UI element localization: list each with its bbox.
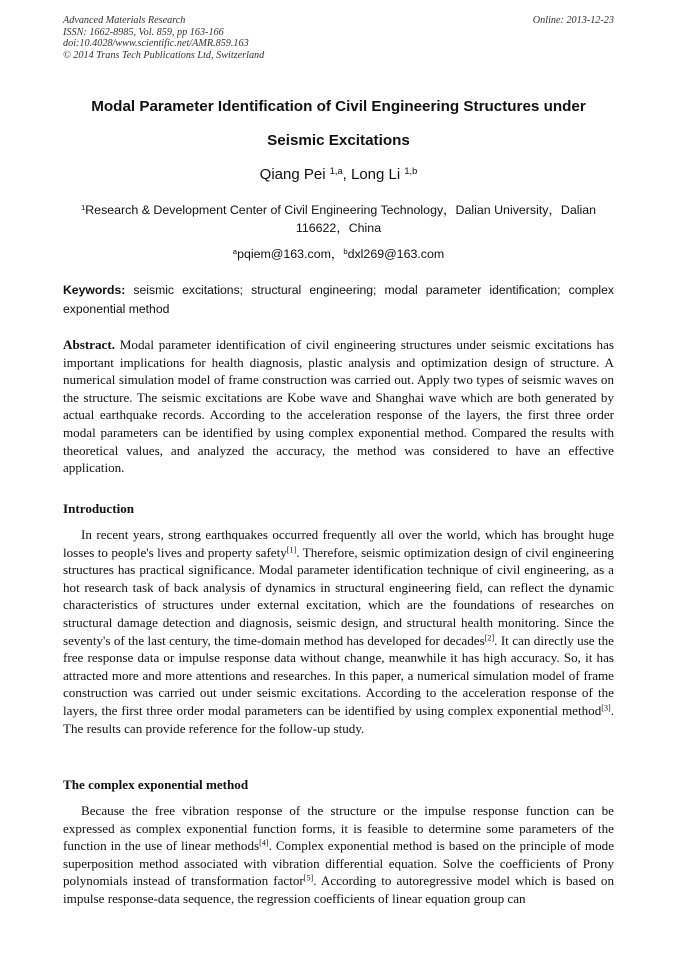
ce-text-3: . According to autoregressive model which is based on impulse response-data sequence, the regression coefficients of linear equation group can <box>63 873 614 906</box>
citation-1[interactable]: [1] <box>286 545 297 555</box>
ce-text-1: Because the free vibration response of the structure or the impulse response function can be expressed as complex exponential function forms, it is feasible to determine some parameters of the function in the use of linear methods <box>63 803 614 854</box>
keywords-text: seismic excitations; structural engineering; modal parameter identification; complex exponential method <box>63 283 614 316</box>
ce-text-2: . Complex exponential method is based on the principle of mode superposition method associated with vibration differential equation. Solve the coefficients of Prony polynomials instead of transformation factor <box>63 838 615 889</box>
intro-text-4: . The results can provide reference for the follow-up study. <box>63 702 614 736</box>
abstract-text: Modal parameter identification of civil engineering structures under seismic excitations has important implications for health diagnosis, plastic analysis and optimization design of structure. A numerical simulation model of frame construction was carried out. Apply two types of seismic waves on the structure. The seismic excitations are Kobe wave and Shanghai wave which are both generated by actual earthquake records. According to the acceleration response of the layers, the first three order modal parameters can be identified by using complex exponential method. Compared the results with theoretical values, and analyzed the accuracy, the method was considered to have an effective application. <box>63 337 614 476</box>
intro-text-1: In recent years, strong earthquakes occurred frequently all over the world, which has brought huge losses to people's lives and property safety <box>63 527 614 560</box>
intro-text-2: . Therefore, seismic optimization design of civil engineering structures has practical significance. Modal parameter identification technique of civil engineering, as a hot research task of back analysis of dynamics in structural engineering field, can reflect the dynamic characteristics of structures under external excitation, which are the foundations of researches on structural damage detection and diagnosis, seismic design, and structural health monitoring. Since the seventy's of the last century, the time-domain method has developed for decades <box>63 544 614 648</box>
citation-5[interactable]: [5] <box>303 873 314 883</box>
issn-line: ISSN: 1662-8985, Vol. 859, pp 163-166 <box>63 26 224 38</box>
title-line-1: Modal Parameter Identification of Civil Engineering Structures under <box>91 98 586 115</box>
email-b[interactable]: dxl269@163.com <box>347 247 445 261</box>
copyright-line: © 2014 Trans Tech Publications Ltd, Switzerland <box>63 49 265 61</box>
author-2-name: Long Li <box>351 166 401 183</box>
journal-name: Advanced Materials Research <box>63 15 186 26</box>
author-list <box>63 166 614 183</box>
email-a[interactable]: pqiem@163.com <box>237 247 331 261</box>
citation-2[interactable]: [2] <box>484 633 495 643</box>
keywords-label: Keywords: <box>63 283 126 297</box>
online-date: Online: 2013-12-23 <box>532 15 614 26</box>
citation-3[interactable]: [3] <box>601 703 611 713</box>
author-separator: , <box>342 166 351 183</box>
author-2-affil: 1,b <box>404 165 418 176</box>
introduction-paragraph <box>63 526 614 737</box>
affil-marker: 1 <box>80 202 86 212</box>
complex-exp-heading: The complex exponential method <box>63 777 249 792</box>
title-line-2: Seismic Excitations <box>267 132 410 149</box>
author-emails <box>63 244 614 262</box>
keywords <box>63 281 614 319</box>
citation-4[interactable]: [4] <box>259 838 269 848</box>
affil-line-2: 116622，China <box>295 221 382 235</box>
affiliation <box>63 201 614 237</box>
abstract <box>63 336 614 477</box>
affil-line-1: Research & Development Center of Civil Engineering Technology，Dalian University，Dalian <box>85 203 597 217</box>
email-b-marker: b <box>343 246 348 256</box>
email-a-marker: a <box>232 246 238 256</box>
author-1-affil: 1,a <box>329 165 343 176</box>
abstract-label: Abstract. <box>63 337 115 352</box>
paper-title <box>63 90 614 158</box>
complex-exp-paragraph <box>63 802 614 908</box>
journal-header <box>63 15 614 61</box>
introduction-heading: Introduction <box>63 501 135 516</box>
intro-text-3: . It can directly use the free response data or impulse response data without change, meanwhile it has high accuracy. So, it has attracted more and more attentions and researches. In this paper, a numerical simulation model of frame construction was carried out under seismic excitations. According to the acceleration response of the layers, the first three order modal parameters can be identified by using complex exponential method <box>63 632 614 718</box>
doi-line[interactable]: doi:10.4028/www.scientific.net/AMR.859.163 <box>63 38 249 50</box>
email-separator: ， <box>330 247 344 261</box>
author-1-name: Qiang Pei <box>259 166 326 183</box>
